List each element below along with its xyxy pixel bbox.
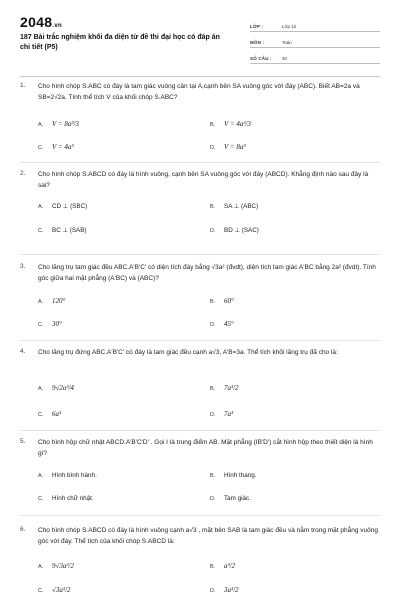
option-text: 7a³ [224, 410, 234, 418]
option-text: SA ⊥ (ABC) [224, 203, 259, 210]
option-letter: B. [210, 204, 216, 210]
option-letter: C. [38, 145, 44, 151]
option-letter: A. [38, 122, 44, 128]
option-c[interactable] [38, 586, 70, 594]
meta-value: 40 [282, 56, 288, 61]
question-text: Cho lăng trụ đứng ABC.A'B'C' có đáy là tam giác đều cạnh a√3, A'B=3a. Thể tích khối lăng trụ đã cho là: [38, 349, 338, 356]
option-text: 120° [52, 297, 66, 305]
option-a[interactable] [38, 562, 74, 570]
option-a[interactable] [38, 203, 87, 210]
meta-value: Lớp 12 [282, 24, 297, 29]
option-text: √3a³/2 [52, 586, 71, 594]
option-d[interactable] [210, 320, 234, 328]
option-text: 45° [224, 320, 234, 328]
option-letter: D. [210, 588, 216, 594]
option-text: Hình thang. [224, 472, 257, 479]
question-text: Cho hình hộp chữ nhật ABCD.A'B'C'D' . Gọi I là trung điểm AB. Mặt phẳng (IB'D') cắt hình hộp theo thiết diện là hình gì? [38, 439, 373, 457]
option-letter: B. [210, 473, 216, 479]
option-text: 60° [224, 297, 234, 305]
option-text: 3a³/2 [224, 586, 239, 594]
question-divider [20, 254, 380, 255]
meta-value: Toán [282, 40, 292, 45]
option-d[interactable] [210, 410, 233, 418]
meta-label: MÔN : [250, 40, 265, 45]
question-text: Cho hình chóp S.ABCD có đáy là hình vuông, cạnh bên SA vuông góc với đáy (ABCD). Khẳng định nào sau đây là sai? [38, 171, 369, 189]
document-header [0, 0, 400, 70]
option-b[interactable] [210, 472, 257, 479]
option-b[interactable] [210, 203, 258, 210]
option-letter: C. [38, 496, 44, 502]
option-b[interactable] [210, 562, 235, 570]
option-letter: C. [38, 322, 44, 328]
option-text: 9√3a³/2 [52, 562, 74, 570]
option-letter: D. [210, 322, 216, 328]
meta-label: SỐ CÂU : [250, 56, 272, 61]
option-text: Tam giác. [224, 495, 251, 502]
question-number: 3. [20, 263, 26, 270]
question-divider [20, 515, 380, 516]
option-text: Hình bình hành. [52, 472, 97, 479]
option-text: Hình chữ nhật. [52, 495, 94, 502]
question-divider [20, 340, 380, 341]
option-c[interactable] [38, 143, 73, 151]
question-text: Cho hình chóp S.ABC có đáy là tam giác vuông cân tại A,cạnh bên SA vuông góc với đáy (ABC). Biết AB=2a và SB=2√2a. Tính thể tích V của khối chóp S.ABC? [38, 83, 360, 101]
option-b[interactable] [210, 120, 251, 128]
question-text: Cho hình chóp S.ABCD có đáy là hình vuông cạnh a√3 , mặt bên SAB là tam giác đều và nằm trong mặt phẳng vuông góc với đáy. Thể tích của khối chóp S.ABCD là: [38, 527, 378, 545]
option-a[interactable] [38, 472, 97, 479]
option-c[interactable] [38, 410, 61, 418]
meta-row-question-count [250, 48, 380, 64]
option-letter: D. [210, 228, 216, 234]
option-letter: D. [210, 145, 216, 151]
option-a[interactable] [38, 120, 79, 128]
option-text: a³/2 [224, 562, 236, 570]
option-text: V = 8a³/3 [52, 120, 79, 128]
option-letter: A. [38, 204, 44, 210]
question-number: 1. [20, 82, 26, 89]
meta-label: LỚP : [250, 24, 264, 29]
question-number: 5. [20, 438, 26, 445]
option-d[interactable] [210, 586, 239, 594]
option-text: 9√2a³/4 [52, 384, 74, 392]
option-text: 6a³ [52, 410, 62, 418]
option-text: 30° [52, 320, 62, 328]
option-text: V = 4a³/3 [224, 120, 251, 128]
option-letter: A. [38, 386, 44, 392]
meta-row-subject [250, 32, 380, 48]
option-letter: C. [38, 228, 44, 234]
option-letter: B. [210, 122, 216, 128]
option-a[interactable] [38, 297, 65, 305]
option-c[interactable] [38, 227, 87, 234]
option-letter: D. [210, 496, 216, 502]
option-letter: A. [38, 473, 44, 479]
option-text: CD ⊥ (SBC) [52, 203, 88, 210]
option-letter: B. [210, 564, 216, 570]
question-number: 4. [20, 348, 26, 355]
option-letter: D. [210, 412, 216, 418]
option-a[interactable] [38, 384, 74, 392]
option-text: BD ⊥ (SAC) [224, 227, 259, 234]
option-letter: B. [210, 386, 216, 392]
question-number: 2. [20, 170, 26, 177]
option-letter: B. [210, 299, 216, 305]
option-b[interactable] [210, 297, 234, 305]
option-letter: C. [38, 412, 44, 418]
option-d[interactable] [210, 143, 245, 151]
option-d[interactable] [210, 227, 259, 234]
question-divider [20, 162, 380, 163]
question-divider [20, 430, 380, 431]
site-logo[interactable]: 2048.vn [20, 14, 62, 30]
option-text: V = 4a³ [52, 143, 74, 151]
option-c[interactable] [38, 320, 62, 328]
document-title: 187 Bài trắc nghiệm khối đa diện từ đề thi đại học có đáp án chi tiết (P5) [20, 34, 220, 51]
question-text: Cho lăng trụ tam giác đều ABC.A'B'C' có diện tích đáy bằng √3a² (đvdt), diện tích tam giác A'BC bằng 2a² (đvdt). Tính góc giữa hai mặt phẳng (A'BC) và (ABC)? [38, 264, 376, 282]
option-text: BC ⊥ (SAB) [52, 227, 87, 234]
question-number: 6. [20, 526, 26, 533]
option-text: V = 8a³ [224, 143, 246, 151]
option-letter: A. [38, 564, 44, 570]
header-divider [20, 76, 380, 77]
document-meta [250, 16, 380, 64]
option-c[interactable] [38, 495, 94, 502]
option-letter: A. [38, 299, 44, 305]
option-b[interactable] [210, 384, 239, 392]
option-text: 7a³/2 [224, 384, 239, 392]
option-letter: C. [38, 588, 44, 594]
meta-row-grade [250, 16, 380, 32]
option-d[interactable] [210, 495, 251, 502]
